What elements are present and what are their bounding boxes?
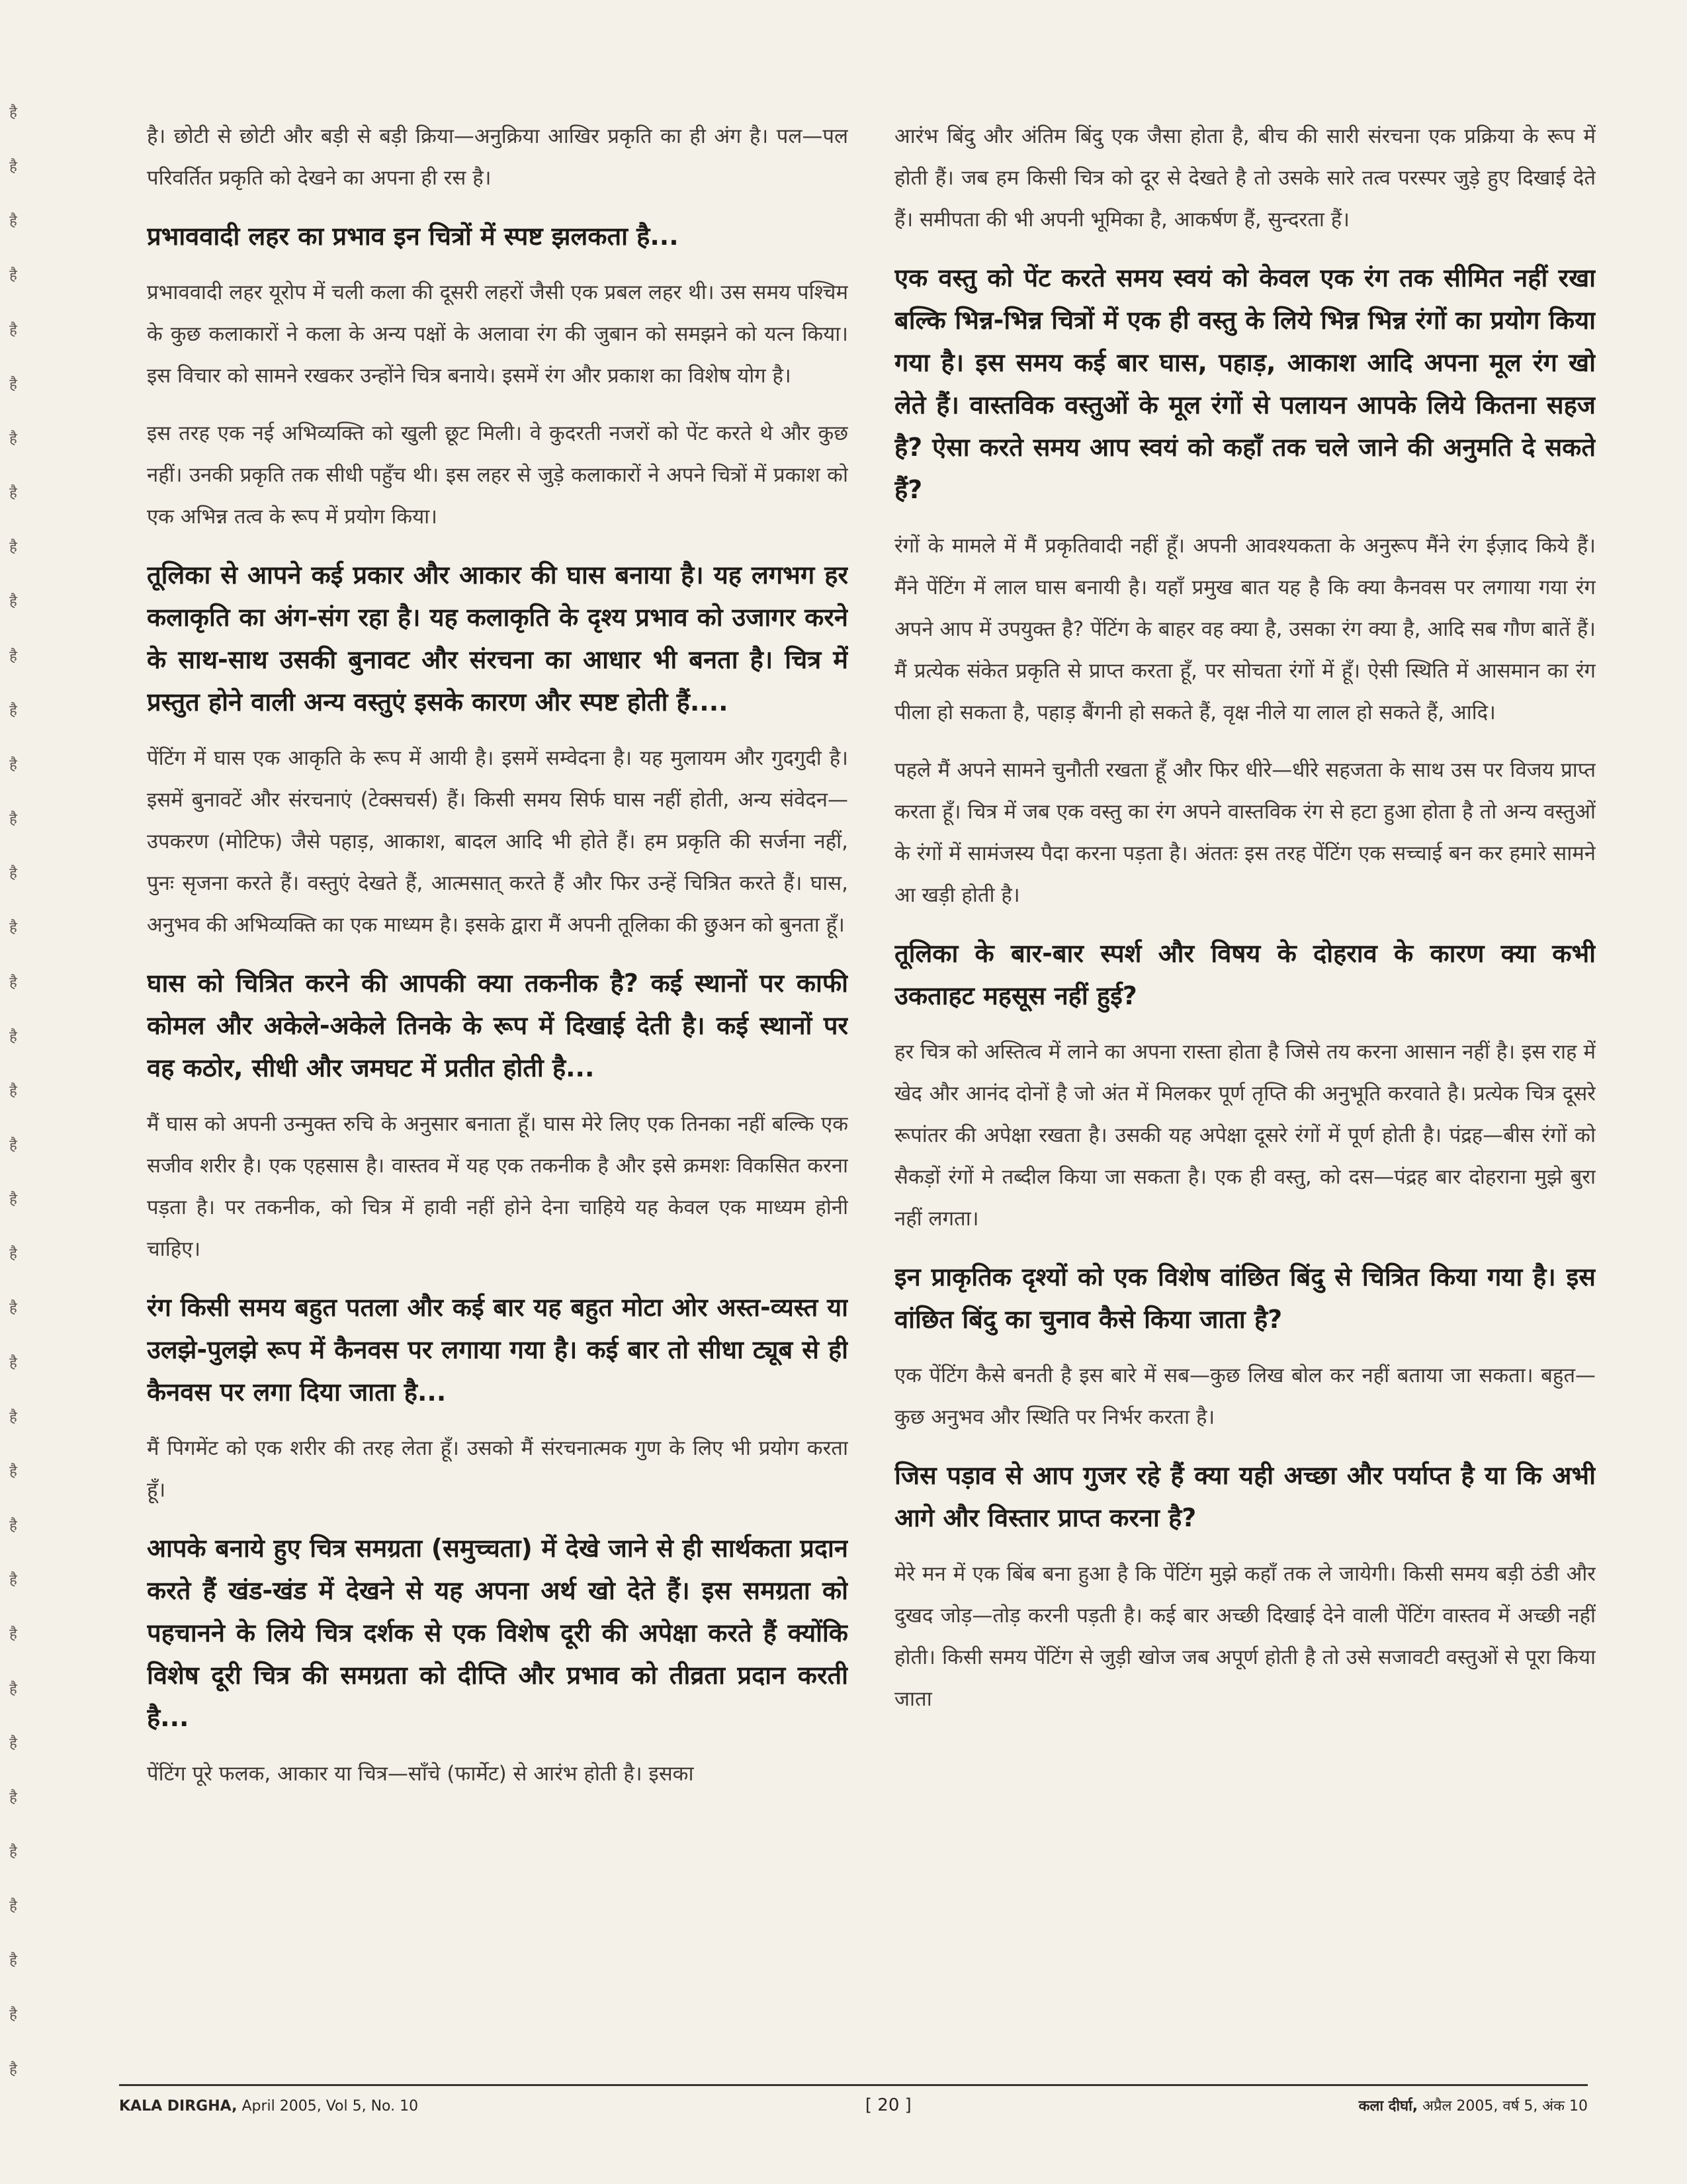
margin-mark: है (9, 593, 17, 611)
interview-question: आपके बनाये हुए चित्र समग्रता (समुच्चता) में देखे जाने से ही सार्थकता प्रदान करते हैं खंड-खंड में देखने से यह अपना अर्थ खो देते हैं। इस समग्रता को पहचानने के लिये चित्र दर्शक से एक विशेष दूरी की अपेक्षा करते हैं क्योंकि विशेष दूरी चित्र की समग्रता को दीप्ति और प्रभाव को तीव्रता प्रदान करती है... (147, 1534, 848, 1732)
interview-answer: प्रभाववादी लहर यूरोप में चली कला की दूसरी लहरों जैसी एक प्रबल लहर थी। उस समय पश्चिम के कुछ कलाकारों ने कला के अन्य पक्षों के अलावा रंग की जुबान को समझने को यत्न किया। इस विचार को सामने रखकर उन्होंने चित्र बनाये। इसमें रंग और प्रकाश का विशेष योग है। (147, 281, 848, 388)
margin-mark: है (9, 1518, 17, 1535)
margin-mark: है (9, 1354, 17, 1372)
footer-left (119, 2098, 418, 2115)
interview-answer: पहले मैं अपने सामने चुनौती रखता हूँ और फिर धीरे—धीरे सहजता के साथ उस पर विजय प्राप्त करता हूँ। चित्र में जब एक वस्तु का रंग अपने वास्तविक रंग से हटा हुआ होता है तो अन्य वस्तुओं के रंगों में सामंजस्य पैदा करना पड़ता है। अंततः इस तरह पेंटिंग एक सच्चाई बन कर हमारे सामने आ खड़ी होती है। (894, 758, 1596, 907)
margin-mark: है (9, 1789, 17, 1806)
margin-mark: है (9, 702, 17, 719)
interview-question: रंग किसी समय बहुत पतला और कई बार यह बहुत मोटा ओर अस्त-व्यस्त या उलझे-पुलझे रूप में कैनवस पर लगाया गया है। कई बार तो सीधा ट्यूब से ही कैनवस पर लगा दिया जाता है... (147, 1293, 848, 1407)
margin-mark: है (9, 920, 17, 937)
margin-mark: है (9, 376, 17, 393)
margin-mark: है (9, 1409, 17, 1426)
margin-mark: है (9, 1681, 17, 1698)
page-footer (119, 2084, 1588, 2115)
margin-mark: है (9, 1952, 17, 1970)
margin-mark: है (9, 267, 17, 284)
margin-mark: है (9, 1572, 17, 1589)
margin-mark: है (9, 105, 17, 121)
margin-mark: है (9, 2061, 17, 2078)
interview-answer: एक पेंटिंग कैसे बनती है इस बारे में सब—कुछ लिख बोल कर नहीं बताया जा सकता। बहुत—कुछ अनुभव और स्थिति पर निर्भर करता है। (894, 1364, 1596, 1429)
margin-mark: है (9, 159, 17, 176)
interview-answer: है। छोटी से छोटी और बड़ी से बड़ी क्रिया—अनुक्रिया आखिर प्रकृति का ही अंग है। पल—पल परिवर्तित प्रकृति को देखने का अपना ही रस है। (147, 124, 848, 190)
margin-mark: है (9, 2007, 17, 2024)
interview-answer: मेरे मन में एक बिंब बना हुआ है कि पेंटिंग मुझे कहाँ तक ले जायेगी। किसी समय बड़ी ठंडी और दुखद जोड़—तोड़ करनी पड़ती है। कई बार अच्छी दिखाई देने वाली पेंटिंग वास्तव में अच्छी नहीं होती। किसी समय पेंटिंग से जुड़ी खोज जब अपूर्ण होती है तो उसे सजावटी वस्तुओं से पूरा किया जाता (894, 1562, 1596, 1711)
interview-question: घास को चित्रित करने की आपकी क्या तकनीक है? कई स्थानों पर काफी कोमल और अकेले-अकेले तिनके के रूप में दिखाई देती है। कई स्थानों पर वह कठोर, सीधी और जमघट में प्रतीत होती है... (147, 969, 848, 1082)
margin-mark: है (9, 485, 17, 502)
interview-answer: इस तरह एक नई अभिव्यक्ति को खुली छूट मिली। वे कुदरती नजरों को पेंट करते थे और कुछ नहीं। उनकी प्रकृति तक सीधी पहुँच थी। इस लहर से जुड़े कलाकारों ने अपने चित्रों में प्रकाश को एक अभिन्न तत्व के रूप में प्रयोग किया। (147, 421, 848, 529)
interview-answer: आरंभ बिंदु और अंतिम बिंदु एक जैसा होता है, बीच की सारी संरचना एक प्रक्रिया के रूप में होती हैं। जब हम किसी चित्र को दूर से देखते है तो उसके सारे तत्व परस्पर जुड़े हुए दिखाई देते हैं। समीपता की भी अपनी भूमिका है, आकर्षण हैं, सुन्दरता हैं। (894, 124, 1596, 232)
margin-mark: है (9, 322, 17, 339)
interview-question: एक वस्तु को पेंट करते समय स्वयं को केवल एक रंग तक सीमित नहीं रखा बल्कि भिन्न-भिन्न चित्रों में एक ही वस्तु के लिये भिन्न भिन्न रंगों का प्रयोग किया गया है। इस समय कई बार घास, पहाड़, आकाश आदि अपना मूल रंग खो लेते हैं। वास्तविक वस्तुओं के मूल रंगों से पलायन आपके लिये कितना सहज है? ऐसा करते समय आप स्वयं को कहाँ तक चले जाने की अनुमति दे सकते हैं? (894, 263, 1596, 504)
interview-question: जिस पड़ाव से आप गुजर रहे हैं क्या यही अच्छा और पर्याप्त है या कि अभी आगे और विस्तार प्राप्त करना है? (894, 1461, 1596, 1532)
margin-mark: है (9, 430, 17, 447)
footer-right (1359, 2095, 1588, 2115)
margin-mark: है (9, 865, 17, 883)
margin-mark: है (9, 1246, 17, 1263)
interview-question: तूलिका के बार-बार स्पर्श और विषय के दोहराव के कारण क्या कभी उकताहट महसूस नहीं हुई? (894, 939, 1596, 1010)
margin-mark: है (9, 1137, 17, 1154)
interview-answer: हर चित्र को अस्तित्व में लाने का अपना रास्ता होता है जिसे तय करना आसान नहीं है। इस राह में खेद और आनंद दोनों है जो अंत में मिलकर पूर्ण तृप्ति की अनुभूति करवाते है। प्रत्येक चित्र दूसरे रूपांतर की अपेक्षा रखता है। उसकी यह अपेक्षा दूसरे रंगों में पूर्ण होती है। पंद्रह—बीस रंगों को सैकड़ों रंगों मे तब्दील किया जा सकता है। एक ही वस्तु, को दस—पंद्रह बार दोहराना मुझे बुरा नहीं लगता। (894, 1040, 1596, 1231)
interview-answer: मैं पिगमेंट को एक शरीर की तरह लेता हूँ। उसको मैं संरचनात्मक गुण के लिए भी प्रयोग करता हूँ। (147, 1436, 848, 1502)
margin-mark: है (9, 1626, 17, 1643)
margin-mark: है (9, 539, 17, 556)
footer-brand-hindi: कला दीर्घा, (1358, 2098, 1418, 2115)
interview-question: तूलिका से आपने कई प्रकार और आकार की घास बनाया है। यह लगभग हर कलाकृति का अंग-संग रहा है। यह कलाकृति के दृश्य प्रभाव को उजागर करने के साथ-साथ उसकी बुनावट और संरचना का आधार भी बनता है। चित्र में प्रस्तुत होने वाली अन्य वस्तुएं इसके कारण और स्पष्ट होती हैं.... (147, 560, 848, 717)
margin-mark: है (9, 1300, 17, 1317)
interview-question: इन प्राकृतिक दृश्यों को एक विशेष वांछित बिंदु से चित्रित किया गया है। इस वांछित बिंदु का चुनाव कैसे किया जाता है? (894, 1262, 1596, 1334)
interview-answer: मैं घास को अपनी उन्मुक्त रुचि के अनुसार बनाता हूँ। घास मेरे लिए एक तिनका नहीं बल्कि एक सजीव शरीर है। एक एहसास है। वास्तव में यह एक तकनीक है और इसे क्रमशः विकसित करना पड़ता है। पर तकनीक, को चित्र में हावी नहीं होने देना चाहिये यह केवल एक माध्यम होनी चाहिए। (147, 1112, 848, 1261)
margin-mark: है (9, 1082, 17, 1100)
footer-issue-hindi: अप्रैल 2005, वर्ष 5, अंक 10 (1422, 2098, 1588, 2115)
margin-marks (0, 106, 26, 2077)
right-column (894, 116, 1596, 2034)
margin-mark: है (9, 1735, 17, 1752)
margin-mark: है (9, 1844, 17, 1860)
interview-question: प्रभाववादी लहर का प्रभाव इन चित्रों में स्पष्ट झलकता है... (147, 222, 679, 251)
margin-mark: है (9, 756, 17, 773)
margin-mark: है (9, 1192, 17, 1209)
interview-answer: रंगों के मामले में मैं प्रकृतिवादी नहीं हूँ। अपनी आवश्यकता के अनुरूप मैंने रंग ईज़ाद किये हैं। मैंने पेंटिंग में लाल घास बनायी है। यहाँ प्रमुख बात यह है कि क्या कैनवस पर लगाया गया रंग अपने आप में उपयुक्त है? पेंटिंग के बाहर वह क्या है, उसका रंग क्या है, आदि सब गौण बातें हैं। मैं प्रत्येक संकेत प्रकृति से प्राप्त करता हूँ, पर सोचता रंगों में हूँ। ऐसी स्थिति में आसमान का रंग पीला हो सकता है, पहाड़ बैंगनी हो सकते हैं, वृक्ष नीले या लाल हो सकते हैं, आदि। (894, 534, 1596, 724)
margin-mark: है (9, 1898, 17, 1915)
margin-mark: है (9, 974, 17, 991)
interview-answer: पेंटिंग पूरे फलक, आकार या चित्र—साँचे (फार्मेट) से आरंभ होती है। इसका (147, 1762, 694, 1786)
margin-mark: है (9, 1463, 17, 1480)
margin-mark: है (9, 648, 17, 665)
left-column (147, 116, 848, 2034)
interview-answer: पेंटिंग में घास एक आकृति के रूप में आयी है। इसमें सम्वेदना है। यह मुलायम और गुदगुदी है। इसमें बुनावटें और संरचनाएं (टेक्सचर्स) हैं। किसी समय सिर्फ घास नहीं होती, अन्य संवेदन—उपकरण (मोटिफ) जैसे पहाड़, आकाश, बादल आदि भी होते हैं। हम प्रकृति की सर्जना नहीं, पुनः सृजना करते हैं। वस्तुएं देखते हैं, आत्मसात् करते हैं और फिर उन्हें चित्रित करते हैं। घास, अनुभव की अभिव्यक्ति का एक माध्यम है। इसके द्वारा मैं अपनी तूलिका की छुअन को बुनता हूँ। (147, 746, 848, 937)
footer-brand-english: KALA DIRGHA, (119, 2098, 238, 2115)
page-number: [ 20 ] (865, 2095, 912, 2115)
footer-issue-english: April 2005, Vol 5, No. 10 (241, 2098, 419, 2115)
margin-mark: है (9, 213, 17, 230)
margin-mark: है (9, 1028, 17, 1045)
margin-mark: है (9, 811, 17, 828)
